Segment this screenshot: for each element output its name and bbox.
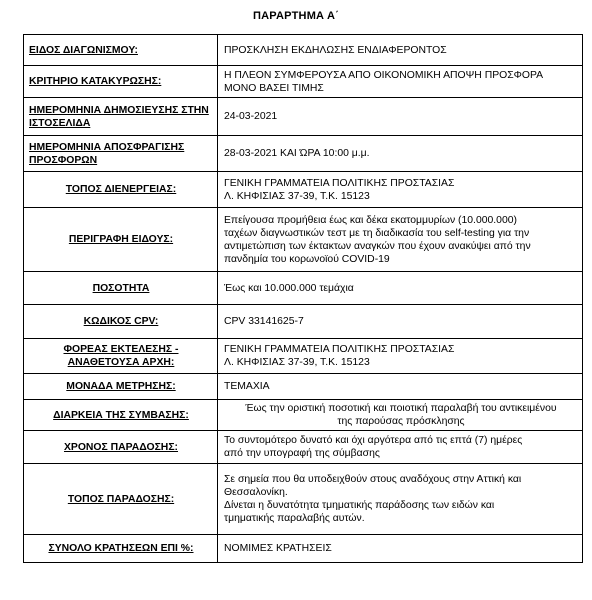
table-row [24, 208, 583, 272]
table-row [24, 464, 583, 535]
row-label: ΦΟΡΕΑΣ ΕΚΤΕΛΕΣΗΣ - ΑΝΑΘΕΤΟΥΣΑ ΑΡΧΗ: [24, 339, 218, 374]
row-value: CPV 33141625-7 [218, 305, 583, 339]
row-label: ΗΜΕΡΟΜΗΝΙΑ ΔΗΜΟΣΙΕΥΣΗΣ ΣΤΗΝ ΙΣΤΟΣΕΛΙΔΑ [24, 98, 218, 136]
row-value: ΤΕΜΑΧΙΑ [218, 374, 583, 400]
row-value: 24-03-2021 [218, 98, 583, 136]
row-label: ΧΡΟΝΟΣ ΠΑΡΑΔΟΣΗΣ: [24, 431, 218, 464]
table-row [24, 98, 583, 136]
row-label: ΠΕΡΙΓΡΑΦΗ ΕΙΔΟΥΣ: [24, 208, 218, 272]
row-label: ΠΟΣΟΤΗΤΑ [24, 272, 218, 305]
row-value: Το συντομότερο δυνατό και όχι αργότερα από τις επτά (7) ημέρες από την υπογραφή της σύμβασης [218, 431, 583, 464]
row-value: Επείγουσα προμήθεια έως και δέκα εκατομμυρίων (10.000.000) ταχέων διαγνωστικών τεστ με τη διαδικασία του self-testing για την αντιμετώπιση των έκτακτων αναγκών που έχουν ανακύψει από την πανδημία του κορωνοϊού COVID-19 [218, 208, 583, 272]
row-value: Η ΠΛΕΟΝ ΣΥΜΦΕΡΟΥΣΑ ΑΠΟ ΟΙΚΟΝΟΜΙΚΗ ΑΠΟΨΗ ΠΡΟΣΦΟΡΑ ΜΟΝΟ ΒΑΣΕΙ ΤΙΜΗΣ [218, 66, 583, 98]
table-row [24, 172, 583, 208]
row-value: Έως και 10.000.000 τεμάχια [218, 272, 583, 305]
row-label: ΤΟΠΟΣ ΔΙΕΝΕΡΓΕΙΑΣ: [24, 172, 218, 208]
row-label: ΔΙΑΡΚΕΙΑ ΤΗΣ ΣΥΜΒΑΣΗΣ: [24, 400, 218, 431]
row-value: Σε σημεία που θα υποδειχθούν στους αναδόχους στην Αττική και Θεσσαλονίκη. Δίνεται η δυνατότητα τμηματικής παράδοσης των ειδών και τμηματικής παραλαβής αυτών. [218, 464, 583, 535]
table-row [24, 136, 583, 172]
table-row [24, 272, 583, 305]
row-label: ΤΟΠΟΣ ΠΑΡΑΔΟΣΗΣ: [24, 464, 218, 535]
table-row [24, 66, 583, 98]
specs-table [23, 34, 583, 563]
row-label: ΕΙΔΟΣ ΔΙΑΓΩΝΙΣΜΟΥ: [24, 35, 218, 66]
row-label: ΗΜΕΡΟΜΗΝΙΑ ΑΠΟΣΦΡΑΓΙΣΗΣ ΠΡΟΣΦΟΡΩΝ [24, 136, 218, 172]
row-value: ΝΟΜΙΜΕΣ ΚΡΑΤΗΣΕΙΣ [218, 535, 583, 563]
table-row [24, 431, 583, 464]
row-value: ΓΕΝΙΚΗ ΓΡΑΜΜΑΤΕΙΑ ΠΟΛΙΤΙΚΗΣ ΠΡΟΣΤΑΣΙΑΣ Λ. ΚΗΦΙΣΙΑΣ 37-39, Τ.Κ. 15123 [218, 172, 583, 208]
table-row [24, 305, 583, 339]
table-row [24, 35, 583, 66]
table-row [24, 535, 583, 563]
annex-title: ΠΑΡΑΡΤΗΜΑ Α΄ [252, 10, 340, 22]
table-row [24, 339, 583, 374]
table-row [24, 374, 583, 400]
row-value: 28-03-2021 ΚΑΙ ΏΡΑ 10:00 μ.μ. [218, 136, 583, 172]
row-value: ΓΕΝΙΚΗ ΓΡΑΜΜΑΤΕΙΑ ΠΟΛΙΤΙΚΗΣ ΠΡΟΣΤΑΣΙΑΣ Λ. ΚΗΦΙΣΙΑΣ 37-39, Τ.Κ. 15123 [218, 339, 583, 374]
row-value: Έως την οριστική ποσοτική και ποιοτική παραλαβή του αντικειμένου της παρούσας πρόσκλησης [218, 400, 583, 431]
table-row [24, 400, 583, 431]
row-label: ΚΡΙΤΗΡΙΟ ΚΑΤΑΚΥΡΩΣΗΣ: [24, 66, 218, 98]
row-label: ΜΟΝΑΔΑ ΜΕΤΡΗΣΗΣ: [24, 374, 218, 400]
row-label: ΚΩΔΙΚΟΣ CPV: [24, 305, 218, 339]
row-value: ΠΡΟΣΚΛΗΣΗ ΕΚΔΗΛΩΣΗΣ ΕΝΔΙΑΦΕΡΟΝΤΟΣ [218, 35, 583, 66]
row-label: ΣΥΝΟΛΟ ΚΡΑΤΗΣΕΩΝ ΕΠΙ %: [24, 535, 218, 563]
